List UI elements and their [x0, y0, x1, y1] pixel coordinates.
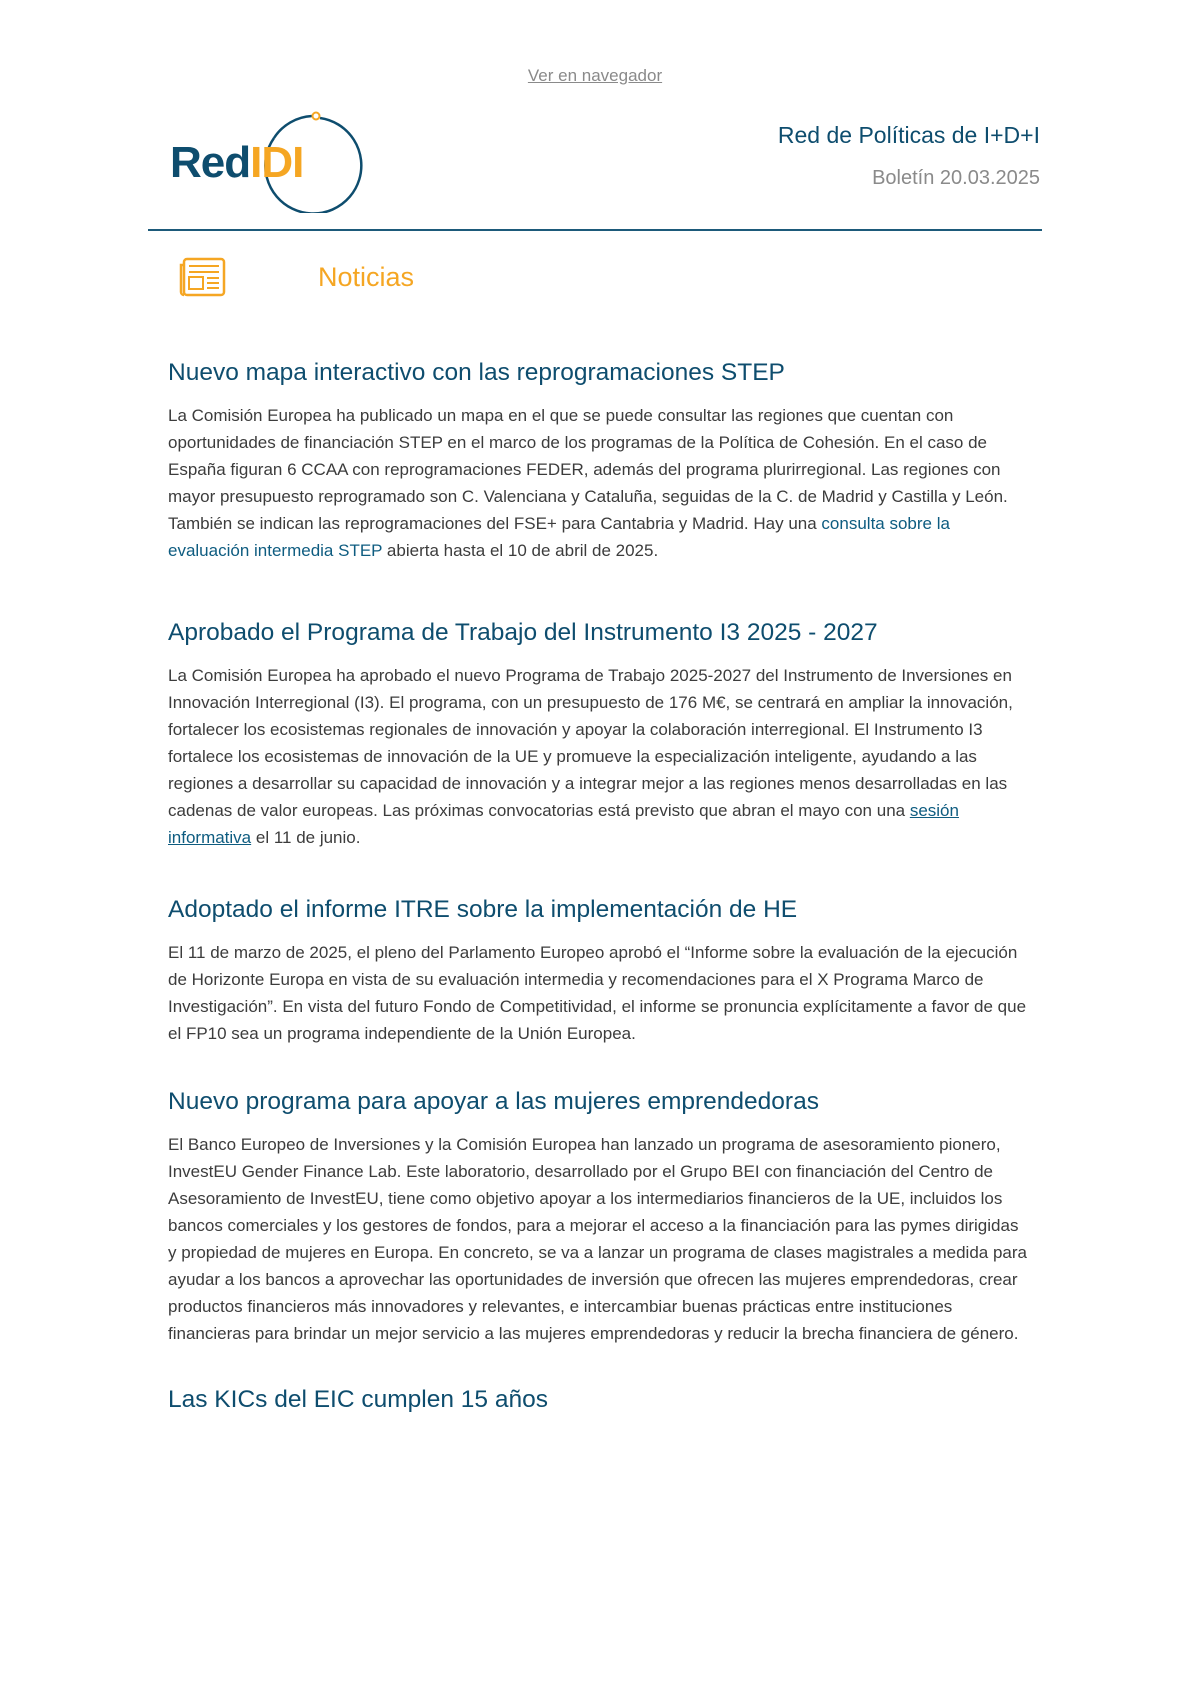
- article-title: Adoptado el informe ITRE sobre la implementación de HE: [168, 896, 798, 923]
- view-in-browser-bar: [0, 66, 1190, 86]
- article-body-text: abierta hasta el 10 de abril de 2025.: [382, 541, 659, 560]
- newspaper-icon: [178, 257, 226, 297]
- article-body-text: La Comisión Europea ha publicado un mapa en el que se puede consultar las regiones que cuentan con oportunidades de financiación STEP en el marco de los programas de la Política de Cohesión. En el caso de España figuran 6 CCAA con reprogramaciones FEDER, además del programa plurirregional. Las regiones con mayor presupuesto reprogramado son C. Valenciana y Cataluña, seguidas de la C. de Madrid y Castilla y León. También se indican las reprogramaciones del FSE+ para Cantabria y Madrid. Hay una: [168, 406, 1008, 533]
- article-body: [168, 402, 1028, 564]
- logo-text-idi: IDI: [250, 138, 304, 187]
- article-title: Aprobado el Programa de Trabajo del Instrumento I3 2025 - 2027: [168, 619, 878, 646]
- article-title: Nuevo mapa interactivo con las reprogramaciones STEP: [168, 359, 785, 386]
- news-article: [168, 358, 1028, 564]
- section-title-noticias: Noticias: [318, 262, 415, 292]
- news-article: [168, 1385, 1028, 1415]
- rediDI-logo: [170, 108, 370, 213]
- article-body: El 11 de marzo de 2025, el pleno del Parlamento Europeo aprobó el “Informe sobre la evaluación de la ejecución de Horizonte Europa en vista de su evaluación intermedia y recomendaciones para el X Programa Marco de Investigación”. En vista del futuro Fondo de Competitividad, el informe se pronuncia explícitamente a favor de que el FP10 sea un programa independiente de la Unión Europea.: [168, 943, 1027, 1043]
- logo-text-red: Red: [170, 138, 251, 187]
- consulta-evaluacion-link[interactable]: consulta sobre la evaluación intermedia STEP: [168, 514, 950, 560]
- news-article: [168, 895, 1028, 1047]
- header-info: [778, 122, 1040, 190]
- news-article: [168, 1087, 1028, 1347]
- article-body-text: La Comisión Europea ha aprobado el nuevo Programa de Trabajo 2025-2027 del Instrumento de Inversiones en Innovación Interregional (I3). El programa, con un presupuesto de 176 M€, se centrará en ampliar la innovación, fortalecer los ecosistemas regionales de innovación y apoyar la colaboración interregional. El Instrumento I3 fortalece los ecosistemas de innovación de la UE y promueve la especialización inteligente, ayudando a las regiones a desarrollar su capacidad de innovación y a integrar mejor a las regiones menos desarrolladas en las cadenas de valor europeas. Las próximas convocatorias está previsto que abran el mayo con una: [168, 666, 1013, 820]
- sesion-informativa-link[interactable]: sesión informativa: [168, 801, 959, 847]
- article-title: Nuevo programa para apoyar a las mujeres emprendedoras: [168, 1088, 819, 1115]
- view-in-browser-link[interactable]: Ver en navegador: [527, 66, 663, 85]
- news-list: [168, 358, 1028, 1415]
- org-title: Red de Políticas de I+D+I: [777, 122, 1040, 148]
- article-title: Las KICs del EIC cumplen 15 años: [168, 1386, 548, 1413]
- article-body: [168, 662, 1028, 851]
- article-body: El Banco Europeo de Inversiones y la Comisión Europea han lanzado un programa de asesoramiento pionero, InvestEU Gender Finance Lab. Este laboratorio, desarrollado por el Grupo BEI con financiación del Centro de Asesoramiento de InvestEU, tiene como objetivo apoyar a los intermediarios financieros de la UE, incluidos los bancos comerciales y los gestores de fondos, para a mejorar el acceso a la financiación para las pymes dirigidas y propiedad de mujeres en Europa. En concreto, se va a lanzar un programa de clases magistrales a medida para ayudar a los bancos a aprovechar las oportunidades de inversión que ofrecen las mujeres emprendedoras, crear productos financieros más innovadores y relevantes, e intercambiar buenas prácticas entre instituciones financieras para brindar un mejor servicio a las mujeres emprendedoras y reducir la brecha financiera de género.: [168, 1135, 1027, 1343]
- header-divider: [148, 229, 1042, 231]
- bulletin-date: Boletín 20.03.2025: [872, 167, 1040, 189]
- news-article: [168, 618, 1028, 851]
- article-body-text: el 11 de junio.: [251, 828, 361, 847]
